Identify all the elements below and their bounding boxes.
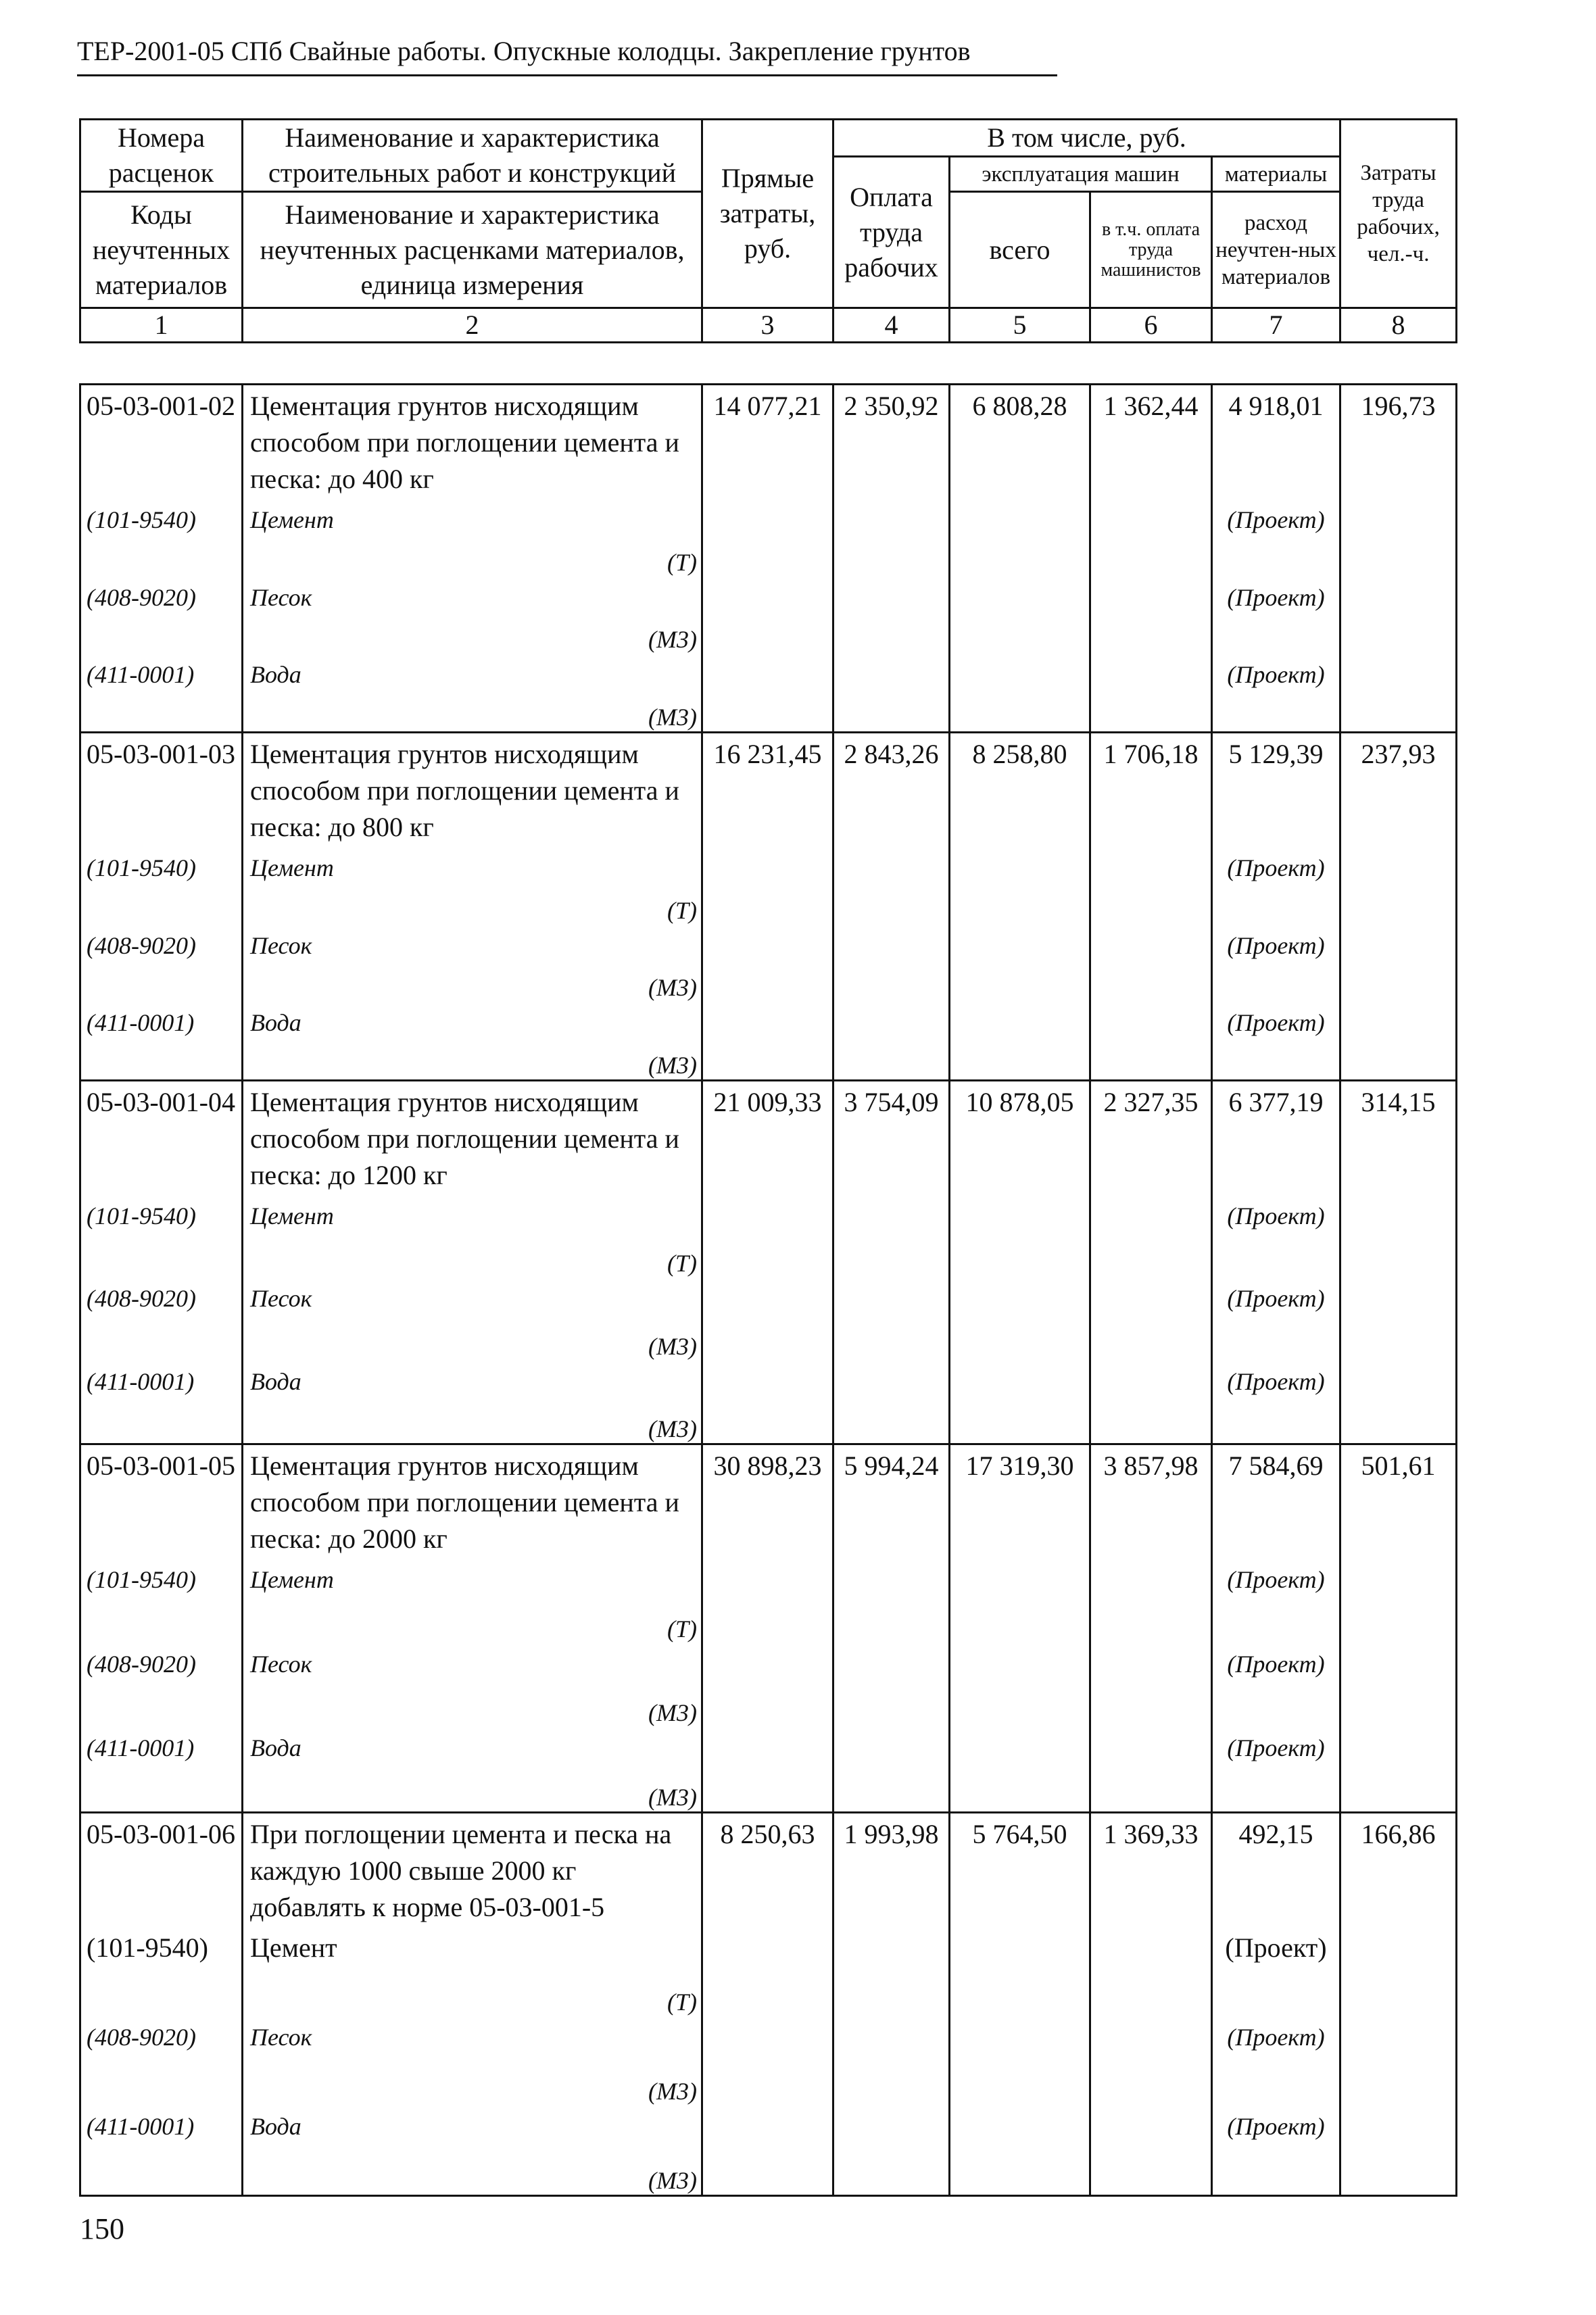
labor-hours: 501,61 [1361, 1450, 1436, 1481]
rate-name-cell [243, 1080, 702, 1444]
column-number: 8 [1340, 308, 1457, 343]
table-row [80, 1812, 1457, 2195]
material-name: Цемент [250, 1202, 334, 1229]
labor-hours-cell [1340, 1444, 1457, 1812]
labor-pay: 2 350,92 [844, 391, 939, 421]
material-code: (101-9540) [87, 1565, 196, 1593]
rate-code-cell [80, 1444, 243, 1812]
header-including: В том числе, руб. [833, 120, 1340, 157]
column-number: 7 [1212, 308, 1340, 343]
material-unit: (М3) [648, 1415, 697, 1442]
material-code: (408-9020) [87, 1650, 196, 1678]
material-unit: (Т) [667, 1615, 697, 1642]
material-code: (101-9540) [87, 1932, 208, 1963]
machines-total-cell [950, 385, 1090, 733]
material-consumption: (Проект) [1227, 1202, 1325, 1229]
materials-cell [1212, 732, 1340, 1080]
material-unit: (М3) [648, 1051, 697, 1079]
material-code: (408-9020) [87, 1285, 196, 1313]
direct-costs: 30 898,23 [713, 1450, 822, 1481]
material-name: Вода [250, 661, 301, 689]
machinists-pay-cell [1090, 732, 1212, 1080]
rate-code: 05-03-001-02 [87, 391, 235, 421]
header-machines: эксплуатация машин [950, 157, 1212, 192]
material-name: Песок [250, 1650, 312, 1678]
direct-costs: 14 077,21 [713, 391, 822, 421]
labor-pay: 2 843,26 [844, 738, 939, 769]
rate-code-cell [80, 1812, 243, 2195]
material-unit: (М3) [648, 703, 697, 731]
material-name: Вода [250, 1367, 301, 1395]
machines-total-cell [950, 732, 1090, 1080]
material-consumption: (Проект) [1227, 1734, 1325, 1762]
material-unit: (М3) [648, 626, 697, 654]
header-labor-hours: Затраты труда рабочих, чел.-ч. [1340, 120, 1457, 308]
material-unit: (Т) [667, 896, 697, 924]
labor-pay: 1 993,98 [844, 1818, 939, 1849]
material-consumption: (Проект) [1227, 661, 1325, 689]
material-name: Песок [250, 583, 312, 611]
direct-costs-cell [702, 1812, 833, 2195]
material-code: (411-0001) [87, 2112, 195, 2140]
material-unit: (Т) [667, 1988, 697, 2016]
material-unit: (М3) [648, 974, 697, 1002]
labor-pay-cell [833, 1444, 950, 1812]
material-consumption: (Проект) [1227, 583, 1325, 611]
material-consumption: (Проект) [1227, 854, 1325, 881]
material-consumption: (Проект) [1225, 1932, 1327, 1963]
rate-code: 05-03-001-06 [87, 1818, 235, 1849]
direct-costs: 16 231,45 [713, 738, 822, 769]
machinists-pay-cell [1090, 385, 1212, 733]
header-codes-bottom: Коды неучтенных материалов [80, 192, 243, 308]
direct-costs-cell [702, 732, 833, 1080]
material-consumption: (Проект) [1227, 2112, 1325, 2140]
labor-pay: 5 994,24 [844, 1450, 939, 1481]
table-header [79, 118, 1457, 343]
material-consumption: (Проект) [1227, 1285, 1325, 1313]
material-name: Цемент [250, 506, 334, 533]
labor-hours: 314,15 [1361, 1086, 1436, 1117]
column-number: 6 [1090, 308, 1212, 343]
direct-costs-cell [702, 385, 833, 733]
material-code: (411-0001) [87, 1734, 195, 1762]
machinists-pay-cell [1090, 1080, 1212, 1444]
material-name: Вода [250, 1009, 301, 1037]
column-number: 1 [80, 308, 243, 343]
rate-code-cell [80, 1080, 243, 1444]
materials-cost: 5 129,39 [1228, 738, 1324, 769]
rate-code: 05-03-001-03 [87, 738, 235, 769]
labor-pay: 3 754,09 [844, 1086, 939, 1117]
rate-name: При поглощении цемента и песка на каждую 1000 свыше 2000 кг добавлять к норме 05-03-001-5 [250, 1818, 672, 1922]
material-code: (411-0001) [87, 661, 195, 689]
rate-code: 05-03-001-04 [87, 1086, 235, 1117]
column-number: 5 [950, 308, 1090, 343]
rate-name-cell [243, 385, 702, 733]
header-name-top: Наименование и характеристика строительных работ и конструкций [243, 120, 702, 192]
machinists-pay: 1 369,33 [1103, 1818, 1199, 1849]
machines-total: 17 319,30 [965, 1450, 1074, 1481]
materials-cell [1212, 385, 1340, 733]
materials-cell [1212, 1080, 1340, 1444]
machines-total: 10 878,05 [965, 1086, 1074, 1117]
labor-pay-cell [833, 732, 950, 1080]
material-unit: (М3) [648, 1783, 697, 1811]
column-number: 2 [243, 308, 702, 343]
material-consumption: (Проект) [1227, 2023, 1325, 2051]
header-machines-total: всего [950, 192, 1090, 308]
machines-total: 5 764,50 [972, 1818, 1067, 1849]
labor-hours: 196,73 [1361, 391, 1436, 421]
material-code: (408-9020) [87, 931, 196, 959]
material-unit: (Т) [667, 548, 697, 576]
labor-hours: 166,86 [1361, 1818, 1436, 1849]
material-name: Песок [250, 1285, 312, 1313]
material-name: Песок [250, 2023, 312, 2051]
table-row [80, 732, 1457, 1080]
material-consumption: (Проект) [1227, 1367, 1325, 1395]
machines-total-cell [950, 1812, 1090, 2195]
material-name: Цемент [250, 1565, 334, 1593]
page-number: 150 [80, 2212, 124, 2245]
material-name: Цемент [250, 854, 334, 881]
machinists-pay: 2 327,35 [1103, 1086, 1199, 1117]
machines-total: 8 258,80 [972, 738, 1067, 769]
table-row [80, 1444, 1457, 1812]
material-code: (408-9020) [87, 583, 196, 611]
labor-hours: 237,93 [1361, 738, 1436, 769]
machines-total-cell [950, 1444, 1090, 1812]
header-name-bottom: Наименование и характеристика неучтенных расценками материалов, единица измерения [243, 192, 702, 308]
rate-code-cell [80, 732, 243, 1080]
material-consumption: (Проект) [1227, 1650, 1325, 1678]
material-unit: (М3) [648, 2166, 697, 2194]
table-row [80, 1080, 1457, 1444]
direct-costs-cell [702, 1444, 833, 1812]
page-title: ТЕР-2001-05 СПб Свайные работы. Опускные колодцы. Закрепление грунтов [77, 32, 1057, 76]
material-consumption: (Проект) [1227, 1009, 1325, 1037]
machinists-pay-cell [1090, 1444, 1212, 1812]
labor-pay-cell [833, 1812, 950, 2195]
header-materials-consumption: расход неучтен-ных материалов [1212, 192, 1340, 308]
labor-hours-cell [1340, 1812, 1457, 2195]
column-number: 4 [833, 308, 950, 343]
column-numbers-row [80, 308, 1457, 343]
material-code: (411-0001) [87, 1009, 195, 1037]
material-code: (411-0001) [87, 1367, 195, 1395]
machines-total-cell [950, 1080, 1090, 1444]
column-number: 3 [702, 308, 833, 343]
material-name: Песок [250, 931, 312, 959]
direct-costs: 21 009,33 [713, 1086, 822, 1117]
header-machinists-pay: в т.ч. оплата труда машинистов [1090, 192, 1212, 308]
rate-name: Цементация грунтов нисходящим способом при поглощении цемента и песка: до 400 кг [250, 391, 679, 494]
material-consumption: (Проект) [1227, 506, 1325, 533]
material-code: (101-9540) [87, 506, 196, 533]
rates-table [79, 383, 1457, 2197]
machinists-pay-cell [1090, 1812, 1212, 2195]
material-consumption: (Проект) [1227, 1565, 1325, 1593]
header-labor-pay: Оплата труда рабочих [833, 157, 950, 308]
material-unit: (М3) [648, 1332, 697, 1360]
materials-cell [1212, 1444, 1340, 1812]
materials-cost: 492,15 [1238, 1818, 1313, 1849]
rate-name-cell [243, 1444, 702, 1812]
rate-name: Цементация грунтов нисходящим способом при поглощении цемента и песка: до 2000 кг [250, 1450, 679, 1554]
materials-cell [1212, 1812, 1340, 2195]
material-consumption: (Проект) [1227, 931, 1325, 959]
materials-cost: 4 918,01 [1228, 391, 1324, 421]
materials-cost: 6 377,19 [1228, 1086, 1324, 1117]
material-unit: (Т) [667, 1250, 697, 1277]
rate-name-cell [243, 732, 702, 1080]
material-code: (408-9020) [87, 2023, 196, 2051]
labor-hours-cell [1340, 385, 1457, 733]
labor-pay-cell [833, 1080, 950, 1444]
header-direct-costs: Прямые затраты, руб. [702, 120, 833, 308]
table-row [80, 385, 1457, 733]
rate-code: 05-03-001-05 [87, 1450, 235, 1481]
labor-hours-cell [1340, 1080, 1457, 1444]
material-code: (101-9540) [87, 1202, 196, 1229]
labor-hours-cell [1340, 732, 1457, 1080]
rate-code-cell [80, 385, 243, 733]
direct-costs-cell [702, 1080, 833, 1444]
materials-cost: 7 584,69 [1228, 1450, 1324, 1481]
machinists-pay: 3 857,98 [1103, 1450, 1199, 1481]
material-name: Цемент [250, 1932, 337, 1963]
material-unit: (М3) [648, 2077, 697, 2105]
machines-total: 6 808,28 [972, 391, 1067, 421]
machinists-pay: 1 706,18 [1103, 738, 1199, 769]
material-name: Вода [250, 1734, 301, 1762]
material-code: (101-9540) [87, 854, 196, 881]
rate-name-cell [243, 1812, 702, 2195]
rate-name: Цементация грунтов нисходящим способом при поглощении цемента и песка: до 800 кг [250, 738, 679, 842]
labor-pay-cell [833, 385, 950, 733]
header-materials: материалы [1212, 157, 1340, 192]
machinists-pay: 1 362,44 [1103, 391, 1199, 421]
material-name: Вода [250, 2112, 301, 2140]
header-codes-top: Номера расценок [80, 120, 243, 192]
material-unit: (М3) [648, 1699, 697, 1727]
rate-name: Цементация грунтов нисходящим способом при поглощении цемента и песка: до 1200 кг [250, 1086, 679, 1190]
direct-costs: 8 250,63 [720, 1818, 815, 1849]
